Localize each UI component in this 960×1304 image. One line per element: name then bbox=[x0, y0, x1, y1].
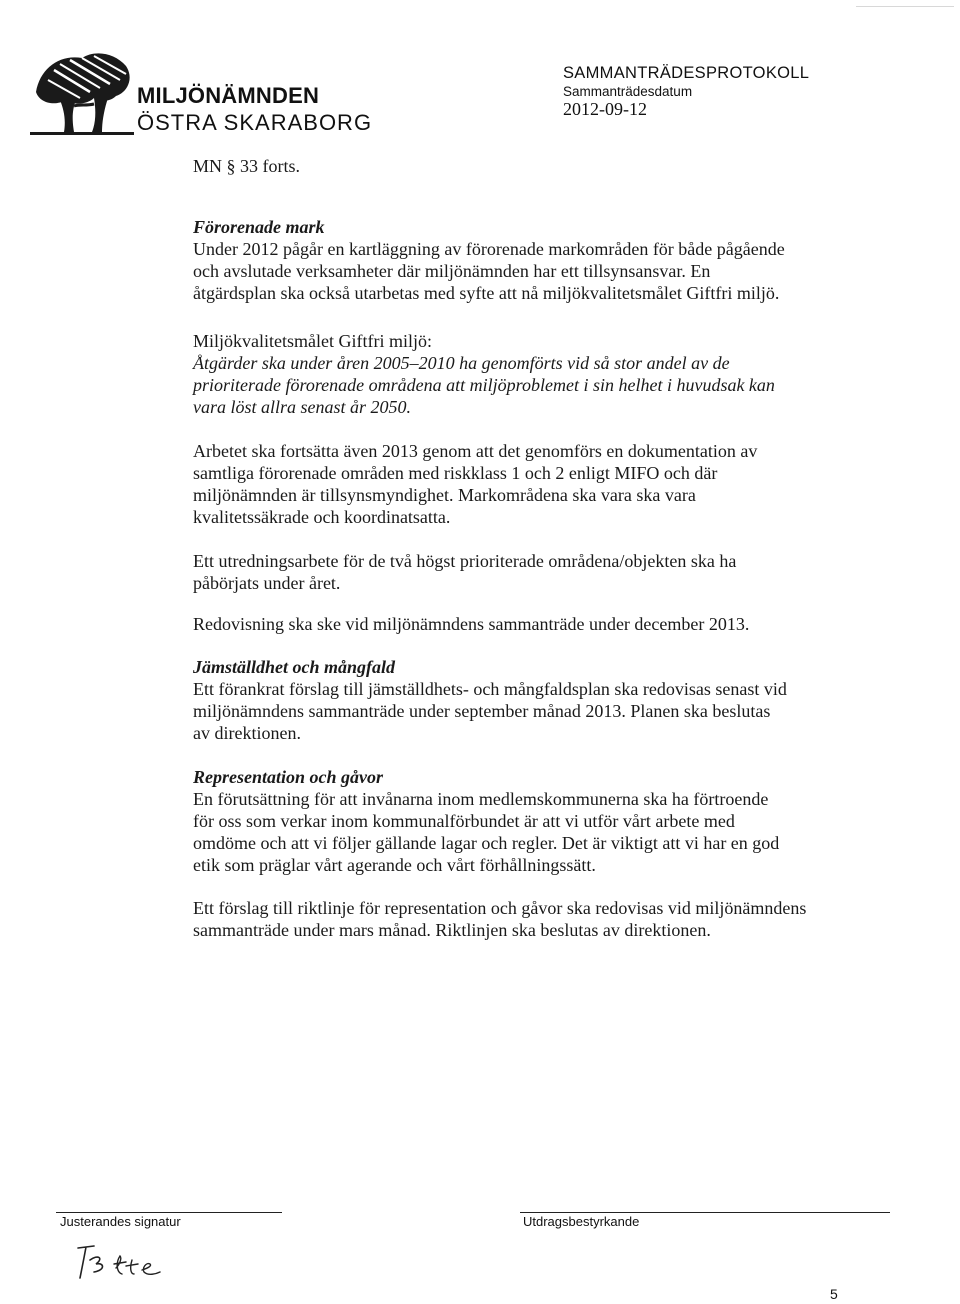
text-line: samtliga förorenade områden med riskklass 1 och 2 enligt MIFO och där bbox=[193, 463, 718, 483]
text-line: miljönämndens sammanträde under september månad 2013. Planen ska beslutas bbox=[193, 701, 771, 721]
goal-intro: Miljökvalitetsmålet Giftfri miljö: bbox=[193, 331, 432, 351]
text-line: Arbetet ska fortsätta även 2013 genom att det genomförs en dokumentation av bbox=[193, 441, 758, 461]
corner-mark bbox=[856, 6, 954, 7]
paragraph-redovisning bbox=[193, 613, 893, 635]
signature-rule bbox=[56, 1212, 282, 1213]
section-heading: Representation och gåvor bbox=[193, 767, 384, 787]
section-heading: Förorenade mark bbox=[193, 217, 325, 237]
section-fororenade-mark bbox=[193, 216, 893, 304]
goal-line: prioriterade förorenade områdena att miljöproblemet i sin helhet i huvudsak kan bbox=[193, 375, 775, 395]
text-line: En förutsättning för att invånarna inom medlemskommunerna ska ha förtroende bbox=[193, 789, 769, 809]
tree-logo-icon bbox=[30, 40, 134, 136]
paragraph-dokumentation bbox=[193, 440, 893, 528]
text-line: Ett utredningsarbete för de två högst prioriterade områdena/objekten ska ha bbox=[193, 551, 737, 571]
org-subtitle: ÖSTRA SKARABORG bbox=[137, 110, 373, 135]
text-line: Under 2012 pågår en kartläggning av förorenade markområden för både pågående bbox=[193, 239, 785, 259]
text-line: Ett förankrat förslag till jämställdhets- och mångfaldsplan ska redovisas senast vid bbox=[193, 679, 787, 699]
certification-label: Utdragsbestyrkande bbox=[523, 1214, 640, 1229]
text-line: påbörjats under året. bbox=[193, 573, 341, 593]
certification-rule bbox=[520, 1212, 890, 1213]
text-line: miljönämnden är tillsynsmyndighet. Markområdena ska vara ska vara bbox=[193, 485, 696, 505]
goal-line: vara löst allra senast år 2050. bbox=[193, 397, 412, 417]
page-number: 5 bbox=[830, 1286, 838, 1302]
meeting-date-label: Sammanträdesdatum bbox=[563, 84, 693, 99]
text-line: för oss som verkar inom kommunalförbundet är att vi utför vårt arbete med bbox=[193, 811, 735, 831]
paragraph-reference: MN § 33 forts. bbox=[193, 156, 300, 176]
protocol-title: SAMMANTRÄDESPROTOKOLL bbox=[563, 64, 810, 82]
paragraph-riktlinje bbox=[193, 897, 893, 941]
text-line: Ett förslag till riktlinje för representation och gåvor ska redovisas vid miljönämndens bbox=[193, 898, 807, 918]
handwritten-signature bbox=[60, 1238, 180, 1286]
section-representation bbox=[193, 766, 893, 876]
goal-line: Åtgärder ska under åren 2005–2010 ha genomförts vid så stor andel av de bbox=[193, 353, 730, 373]
paragraph-utredning bbox=[193, 550, 893, 594]
text-line: och avslutade verksamheter där miljönämnden har ett tillsynsansvar. En bbox=[193, 261, 711, 281]
text-line: etik som präglar vårt agerande och vårt förhållningssätt. bbox=[193, 855, 596, 875]
text-line: kvalitetssäkrade och koordinatsatta. bbox=[193, 507, 451, 527]
section-heading: Jämställdhet och mångfald bbox=[193, 657, 396, 677]
text-line: sammanträde under mars månad. Riktlinjen ska beslutas av direktionen. bbox=[193, 920, 711, 940]
section-jamstalldhet bbox=[193, 656, 893, 744]
text-line: av direktionen. bbox=[193, 723, 301, 743]
text-line: åtgärdsplan ska också utarbetas med syfte att nå miljökvalitetsmålet Giftfri miljö. bbox=[193, 283, 780, 303]
meeting-date: 2012-09-12 bbox=[563, 99, 647, 119]
text-line: omdöme och att vi följer gällande lagar och regler. Det är viktigt att vi har en god bbox=[193, 833, 780, 853]
org-name: MILJÖNÄMNDEN bbox=[137, 83, 320, 108]
signature-label: Justerandes signatur bbox=[60, 1214, 181, 1229]
environmental-goal bbox=[193, 330, 893, 418]
text-line: Redovisning ska ske vid miljönämndens sammanträde under december 2013. bbox=[193, 614, 750, 634]
